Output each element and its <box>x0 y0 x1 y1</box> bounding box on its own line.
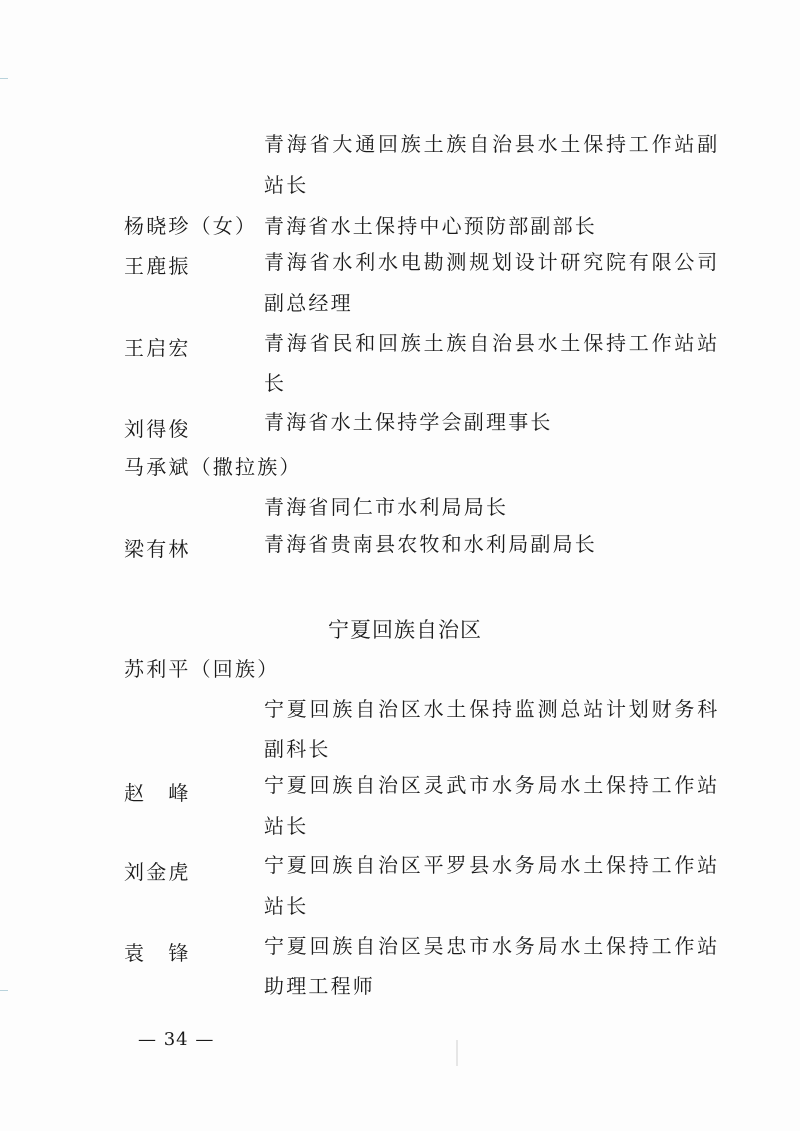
entry-title-line: 宁夏回族自治区灵武市水务局水土保持工作站 <box>264 773 720 797</box>
entry-title-line: 副总经理 <box>264 291 353 315</box>
entry-name: 赵 峰 <box>124 781 191 805</box>
entry-name: 王鹿振 <box>124 254 191 278</box>
scan-edge-mark <box>0 78 8 79</box>
entry-title-line: 青海省同仁市水利局局长 <box>264 495 509 519</box>
entry-title-line: 青海省水利水电勘测规划设计研究院有限公司 <box>264 250 720 274</box>
entry-title-line: 宁夏回族自治区水土保持监测总站计划财务科 <box>264 697 720 721</box>
entry-title-line: 宁夏回族自治区平罗县水务局水土保持工作站 <box>264 853 720 877</box>
entry-title-line: 站长 <box>264 173 309 197</box>
entry-title-line: 青海省民和回族土族自治县水土保持工作站站 <box>264 331 720 355</box>
scan-smudge <box>456 1040 458 1066</box>
entry-title-line: 站长 <box>264 894 309 918</box>
entry-name: 王启宏 <box>124 336 191 360</box>
entry-name: 苏利平（回族） <box>124 657 280 681</box>
entry-title-line: 站长 <box>264 814 309 838</box>
entry-name: 刘金虎 <box>124 860 191 884</box>
entry-name: 杨晓珍（女） <box>124 214 258 238</box>
entry-name: 刘得俊 <box>124 417 191 441</box>
entry-title-line: 长 <box>264 371 287 395</box>
page-number: — 34 — <box>138 1029 215 1050</box>
scan-edge-mark <box>0 990 8 991</box>
entry-name: 梁有林 <box>124 537 191 561</box>
entry-title-line: 青海省大通回族土族自治县水土保持工作站副 <box>264 132 720 156</box>
entry-title-line: 宁夏回族自治区吴忠市水务局水土保持工作站 <box>264 934 720 958</box>
entry-title-line: 助理工程师 <box>264 974 375 998</box>
entry-title-line: 青海省水土保持学会副理事长 <box>264 410 553 434</box>
entry-title-line: 副科长 <box>264 737 331 761</box>
region-heading: 宁夏回族自治区 <box>328 618 482 642</box>
entry-name: 袁 锋 <box>124 941 191 965</box>
entry-name: 马承斌（撒拉族） <box>124 455 302 479</box>
entry-title-line: 青海省水土保持中心预防部副部长 <box>264 214 597 238</box>
entry-title-line: 青海省贵南县农牧和水利局副局长 <box>264 532 597 556</box>
